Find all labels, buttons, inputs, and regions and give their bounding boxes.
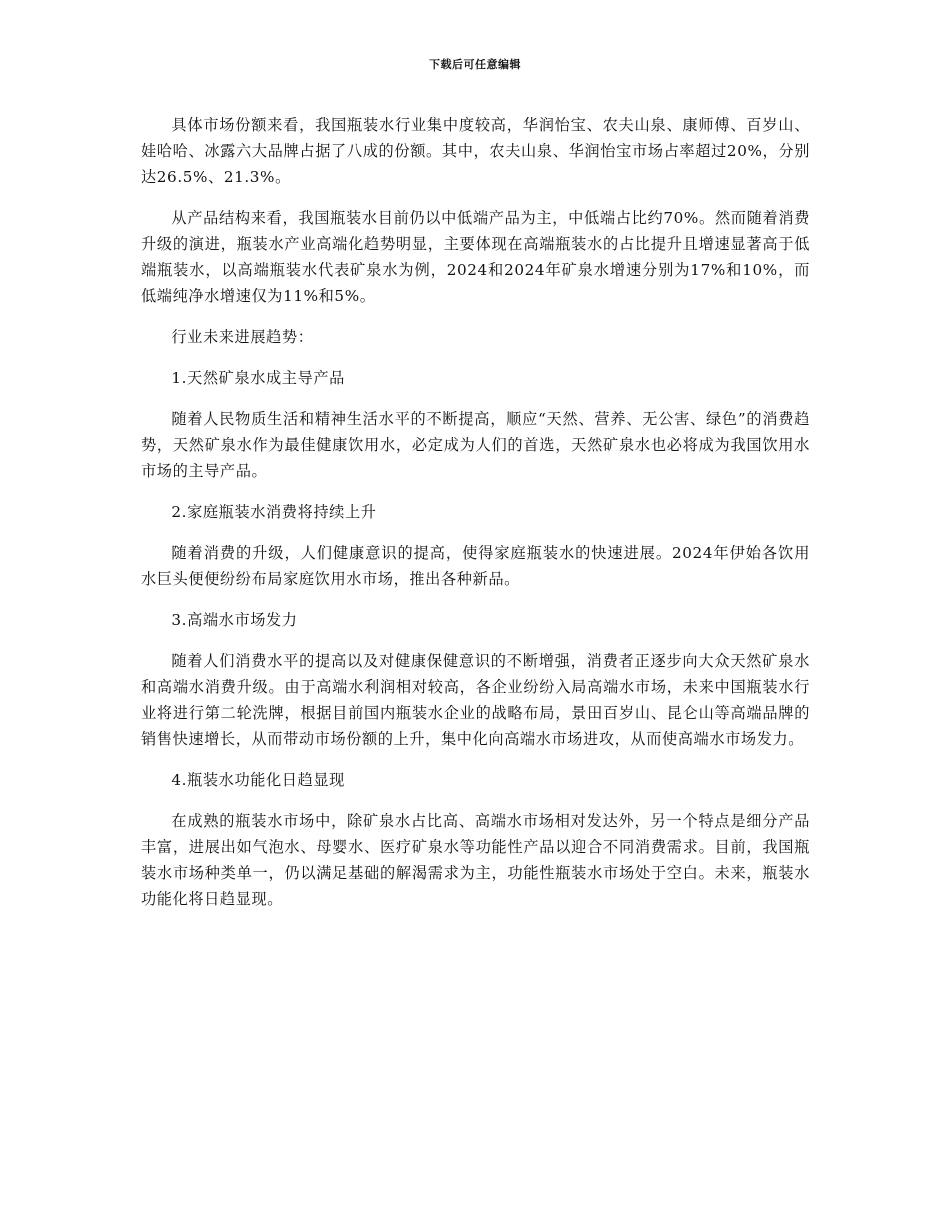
subheading-3: 3.高端水市场发力 xyxy=(171,611,298,629)
paragraph-trend-4: 在成熟的瓶装水市场中，除矿泉水占比高、高端水市场相对发达外，另一个特点是细分产品丰富，进展出如气泡水、母婴水、医疗矿泉水等功能性产品以迎合不同消费需求。目前，我国瓶装水市场种类单一，仍以满足基础的解渴需求为主，功能性瓶装水市场处于空白。未来，瓶装水功能化将日趋显现。 xyxy=(141,812,810,908)
paragraph-trend-1: 随着人民物质生活和精神生活水平的不断提高，顺应“天然、营养、无公害、绿色”的消费趋势，天然矿泉水作为最佳健康饮用水，必定成为人们的首选，天然矿泉水也必将成为我国饮用水市场的主导产品。 xyxy=(141,410,810,480)
subheading-2: 2.家庭瓶装水消费将持续上升 xyxy=(171,503,377,521)
paragraph-trend-2: 随着消费的升级，人们健康意识的提高，使得家庭瓶装水的快速进展。2024年伊始各饮用水巨头便便纷纷布局家庭饮用水市场，推出各种新品。 xyxy=(141,544,810,588)
paragraph-product-structure: 从产品结构来看，我国瓶装水目前仍以中低端产品为主，中低端占比约70%。然而随着消费升级的演进，瓶装水产业高端化趋势明显，主要体现在高端瓶装水的占比提升且增速显著高于低端瓶装水，以高端瓶装水代表矿泉水为例，2024和2024年矿泉水增速分别为17%和10%，而低端纯净水增速仅为11%和5%。 xyxy=(141,209,810,305)
paragraph-trend-3: 随着人们消费水平的提高以及对健康保健意识的不断增强，消费者正逐步向大众天然矿泉水和高端水消费升级。由于高端水利润相对较高，各企业纷纷入局高端水市场，未来中国瓶装水行业将进行第二轮洗牌，根据目前国内瓶装水企业的战略布局，景田百岁山、昆仑山等高端品牌的销售快速增长，从而带动市场份额的上升，集中化向高端水市场进攻，从而使高端水市场发力。 xyxy=(141,652,810,748)
section-heading-trends: 行业未来进展趋势： xyxy=(171,328,314,346)
subheading-1: 1.天然矿泉水成主导产品 xyxy=(171,369,345,387)
page-header: 下载后可任意编辑 xyxy=(429,58,521,71)
subheading-4: 4.瓶装水功能化日趋显现 xyxy=(171,771,345,789)
document-body xyxy=(141,112,810,927)
paragraph-market-share: 具体市场份额来看，我国瓶装水行业集中度较高，华润怡宝、农夫山泉、康师傅、百岁山、娃哈哈、冰露六大品牌占据了八成的份额。其中，农夫山泉、华润怡宝市场占率超过20%，分别达26.5%、21.3%。 xyxy=(141,116,810,186)
